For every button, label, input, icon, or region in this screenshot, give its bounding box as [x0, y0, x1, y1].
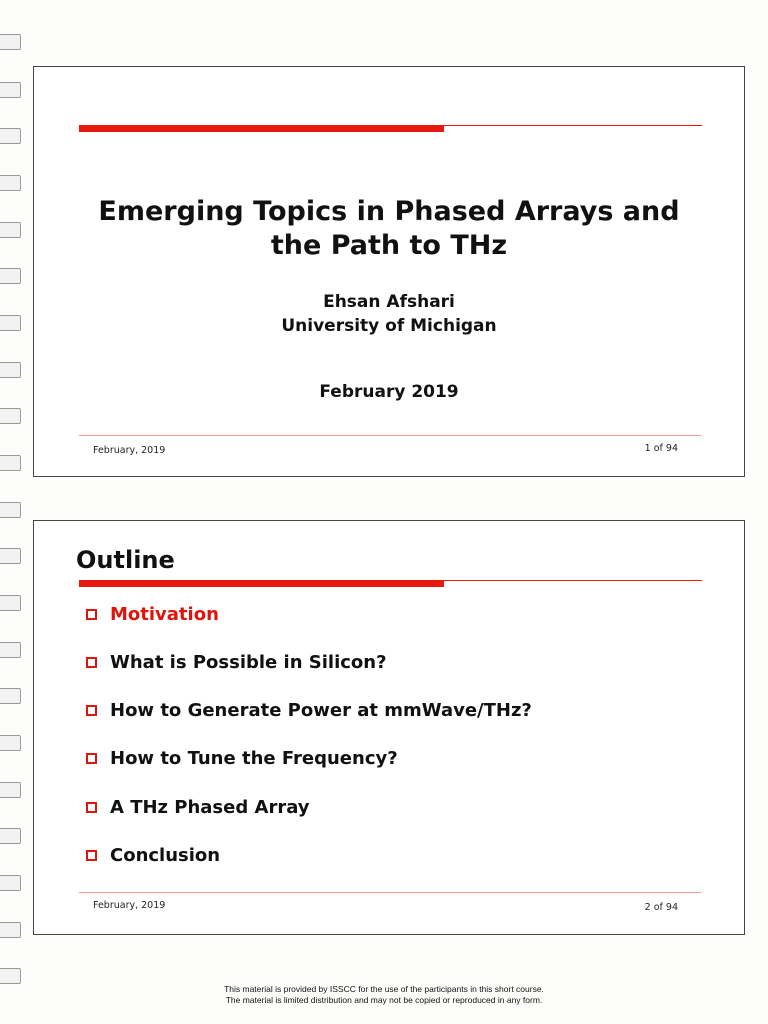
binder-tab [0, 362, 21, 378]
outline-item-label: Conclusion [110, 844, 221, 866]
binder-tab [0, 968, 21, 984]
slide-title-line1: Emerging Topics in Phased Arrays and [98, 196, 680, 227]
outline-item [86, 602, 219, 626]
binder-tab [0, 828, 21, 844]
binder-tab [0, 34, 21, 50]
binder-tab [0, 875, 21, 891]
binder-tab [0, 222, 21, 238]
accent-line [442, 580, 702, 581]
slide-title: Outline [76, 546, 175, 574]
footer-date: February, 2019 [93, 445, 166, 456]
binder-tab [0, 315, 21, 331]
binder-tab [0, 268, 21, 284]
binder-tab [0, 642, 21, 658]
checkbox-icon [86, 657, 97, 668]
outline-item-label: How to Tune the Frequency? [110, 747, 398, 769]
slide-title-line2: the Path to THz [270, 230, 508, 261]
page-number: 2 of 94 [644, 902, 678, 913]
page-number: 1 of 94 [644, 443, 678, 454]
checkbox-icon [86, 753, 97, 764]
outline-item [86, 698, 532, 722]
title-slide [33, 66, 745, 477]
binder-tab [0, 502, 21, 518]
binder-tab [0, 548, 21, 564]
binder-tab [0, 735, 21, 751]
accent-bar [79, 580, 444, 587]
disclaimer-line2: The material is limited distribution and may not be copied or reproduced in any form. [225, 995, 543, 1005]
outline-item [86, 650, 387, 674]
presentation-date: February 2019 [319, 382, 459, 402]
outline-item [86, 746, 398, 770]
checkbox-icon [86, 705, 97, 716]
outline-item-label: A THz Phased Array [110, 796, 310, 818]
outline-slide [33, 520, 745, 935]
author-name: Ehsan Afshari [323, 292, 455, 312]
checkbox-icon [86, 802, 97, 813]
binder-tab [0, 922, 21, 938]
binder-tab [0, 128, 21, 144]
binder-tab [0, 455, 21, 471]
footer-divider [79, 892, 701, 893]
accent-bar [79, 125, 444, 132]
binder-tab [0, 82, 21, 98]
footer-date: February, 2019 [93, 900, 166, 911]
author-affiliation: University of Michigan [281, 316, 497, 336]
outline-item-label: How to Generate Power at mmWave/THz? [110, 699, 532, 721]
footer-divider [79, 435, 701, 436]
accent-line [442, 125, 702, 126]
outline-item [86, 843, 220, 867]
outline-item [86, 795, 310, 819]
binder-tab [0, 175, 21, 191]
checkbox-icon [86, 850, 97, 861]
binder-tab [0, 595, 21, 611]
binder-tab [0, 782, 21, 798]
binder-tab [0, 408, 21, 424]
outline-item-label: What is Possible in Silicon? [110, 651, 387, 673]
outline-item-label: Motivation [110, 603, 219, 625]
disclaimer-line1: This material is provided by ISSCC for the use of the participants in this short course. [224, 984, 544, 994]
checkbox-icon [86, 609, 97, 620]
binder-tab [0, 688, 21, 704]
